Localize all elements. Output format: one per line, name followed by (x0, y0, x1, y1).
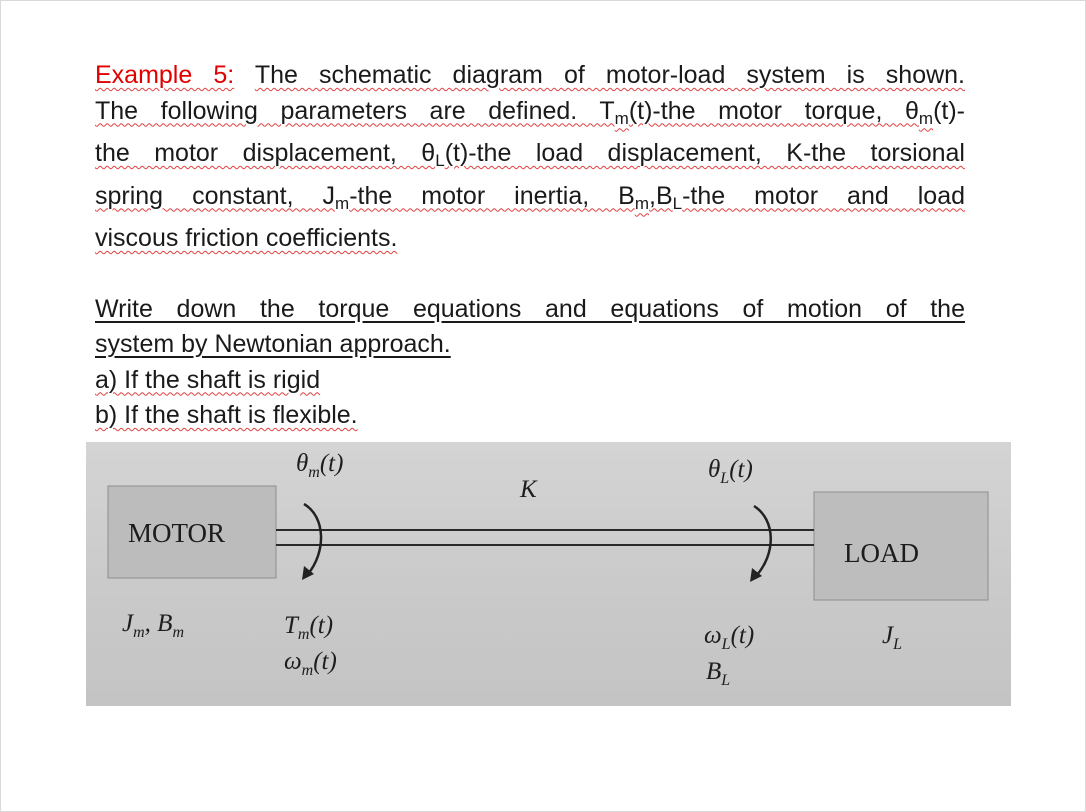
load-rotation-arrow (754, 506, 771, 576)
statement-line-2: The following parameters are defined. $T_m(t)$-the motor torque, $\theta_m(t)-$ (95, 96, 965, 128)
task-line-1: Write down the torque equations and equations of motion of the (95, 294, 965, 323)
load-label: LOAD (844, 538, 919, 568)
diagram-drawing (86, 442, 1011, 706)
theta-m-label: $\theta_m(t)$ (296, 450, 344, 481)
example-label: Example 5: (95, 61, 235, 89)
statement-line-1: Example 5: The schematic diagram of motor-load system is shown. (95, 61, 966, 89)
jl-label: $J_L$ (882, 622, 903, 653)
k-label: K (520, 476, 537, 503)
statement-line-3: the motor displacement, $\theta_L(t)$-the load displacement, K-the torsional (95, 139, 965, 170)
task-line-2: system by Newtonian approach. (95, 330, 451, 358)
statement-line-4: spring constant, $J_m$-the motor inertia, $B_m,B_L$-the motor and load (95, 181, 966, 213)
statement-line-5: viscous friction coefficients. (95, 224, 398, 252)
task-item-b: b) If the shaft is flexible. (95, 401, 358, 429)
motor-label: MOTOR (128, 518, 226, 548)
bl-label: $B_L$ (706, 658, 731, 689)
task-section (95, 292, 965, 434)
task-item-a: a) If the shaft is rigid (95, 365, 321, 394)
problem-statement (95, 58, 965, 257)
tm-label: $T_m(t)$ (284, 612, 334, 643)
jm-bm-label: $J_m$, $B_m$ (122, 610, 185, 641)
motor-load-diagram (86, 442, 1011, 706)
motor-rotation-arrow (304, 504, 321, 574)
wm-label: $\omega_m(t)$ (284, 648, 337, 679)
wl-label: $\omega_L(t)$ (704, 622, 755, 653)
theta-l-label: $\theta_L(t)$ (708, 456, 753, 487)
document-body (95, 58, 965, 434)
